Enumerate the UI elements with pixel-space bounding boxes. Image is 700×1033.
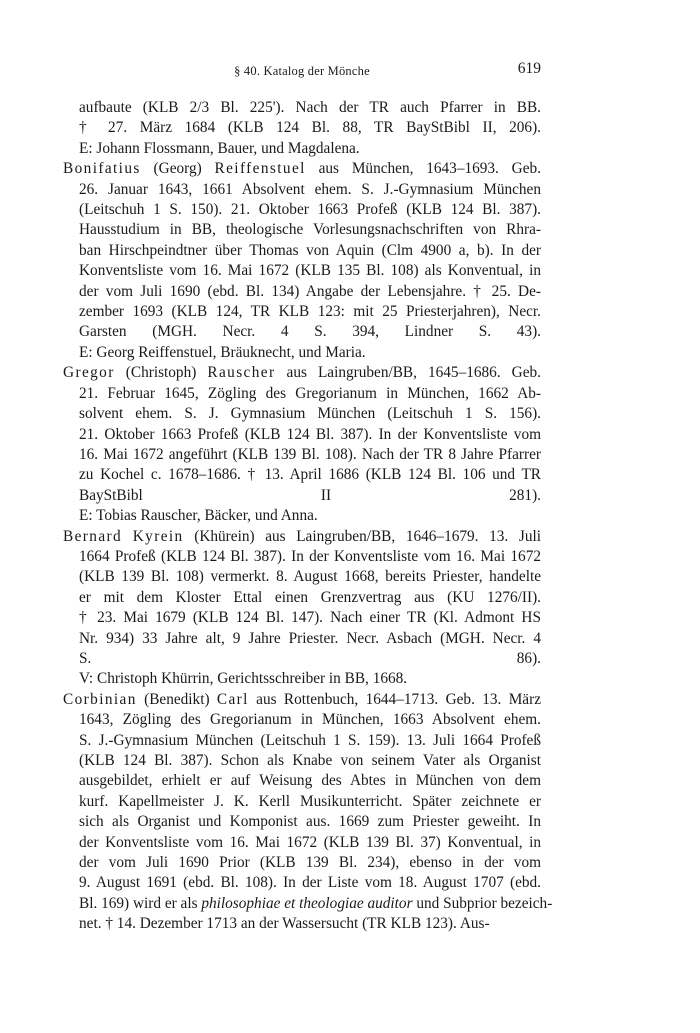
name-spaced: Rauscher	[207, 364, 276, 382]
text-line	[63, 322, 541, 342]
text-segment: 21. Februar 1645, Zögling des Gregorianum in München, 1662 Ab-	[79, 384, 541, 402]
catalog-entry	[63, 98, 541, 159]
text-line	[63, 731, 541, 751]
text-line	[63, 139, 541, 159]
text-segment: S. 86).	[79, 649, 541, 667]
text-line	[63, 384, 541, 404]
text-line	[63, 180, 541, 200]
text-segment: ausgebildet, erhielt er auf Weisung des Abtes in München von dem	[79, 772, 541, 790]
name-spaced: Corbinian	[63, 690, 137, 708]
text-segment: BayStBibl II 281).	[79, 486, 541, 504]
running-title: § 40. Katalog der Mönche	[234, 64, 370, 78]
text-line	[63, 506, 541, 526]
text-line	[63, 302, 541, 322]
text-line	[63, 833, 541, 853]
text-segment: der vom Juli 1690 Prior (KLB 139 Bl. 234), ebenso in der vom	[79, 854, 541, 872]
text-segment: aus Laingruben/BB, 1645–1686. Geb.	[275, 364, 541, 382]
text-line	[63, 425, 541, 445]
text-segment: net. † 14. Dezember 1713 an der Wassersucht (TR KLB 123). Aus-	[79, 915, 490, 933]
text-line	[63, 343, 541, 363]
name-spaced: Gregor	[63, 364, 115, 382]
text-segment: ban Hirschpeindtner über Thomas von Aquin (Clm 4900 a, b). In der	[79, 241, 541, 259]
text-line	[63, 261, 541, 281]
text-line	[63, 527, 541, 547]
name-spaced: Carl	[216, 690, 249, 708]
text-line	[63, 220, 541, 240]
text-line	[63, 445, 541, 465]
text-line	[63, 873, 541, 893]
text-segment: E: Johann Flossmann, Bauer, und Magdalena.	[79, 139, 360, 157]
text-segment: E: Tobias Rauscher, Bäcker, und Anna.	[79, 507, 318, 525]
text-segment: aus München, 1643–1693. Geb.	[305, 160, 541, 178]
italic-phrase: philosophiae et theologiae auditor	[201, 894, 413, 912]
name-spaced: Bonifatius	[63, 160, 141, 178]
name-spaced: Reiffenstuel	[214, 160, 306, 178]
text-line	[63, 486, 541, 506]
text-segment: 1664 Profeß (KLB 124 Bl. 387). In der Konventsliste vom 16. Mai 1672	[79, 547, 541, 565]
text-segment: aus Rottenbuch, 1644–1713. Geb. 13. März	[248, 690, 541, 708]
text-segment: 16. Mai 1672 angeführt (KLB 139 Bl. 108). Nach der TR 8 Jahre Pfarrer	[79, 445, 541, 463]
text-line	[63, 853, 541, 873]
page-number: 619	[517, 60, 541, 77]
catalog-entry	[63, 527, 541, 690]
text-segment: † 27. März 1684 (KLB 124 Bl. 88, TR BayStBibl II, 206).	[79, 119, 541, 137]
text-segment: Hausstudium in BB, theologische Vorlesungsnachschriften von Rhra-	[79, 221, 541, 239]
text-segment: kurf. Kapellmeister J. K. Kerll Musikunterricht. Später zeichnete er	[79, 792, 541, 810]
text-line	[63, 710, 541, 730]
text-segment: Konventsliste vom 16. Mai 1672 (KLB 135 Bl. 108) als Konventual, in	[79, 262, 541, 280]
text-line	[63, 404, 541, 424]
text-line	[63, 200, 541, 220]
text-line	[63, 669, 541, 689]
text-line	[63, 465, 541, 485]
text-line	[63, 118, 541, 138]
running-header	[63, 60, 541, 82]
text-segment: S. J.-Gymnasium München (Leitschuh 1 S. 159). 13. Juli 1664 Profeß	[79, 731, 541, 749]
text-segment: aufbaute (KLB 2/3 Bl. 225'). Nach der TR auch Pfarrer in BB.	[79, 99, 541, 116]
text-segment: (Christoph)	[114, 364, 208, 382]
text-segment: (Leitschuh 1 S. 150). 21. Oktober 1663 Profeß (KLB 124 Bl. 387).	[79, 201, 541, 219]
text-segment: 21. Oktober 1663 Profeß (KLB 124 Bl. 387). In der Konventsliste vom	[79, 425, 541, 443]
text-line	[63, 792, 541, 812]
text-line	[63, 588, 541, 608]
catalog-entry	[63, 159, 541, 363]
text-segment: (KLB 124 Bl. 387). Schon als Knabe von seinem Vater als Organist	[79, 752, 541, 769]
text-segment: 9. August 1691 (ebd. Bl. 108). In der Liste vom 18. August 1707 (ebd.	[79, 874, 541, 892]
text-segment: zember 1693 (KLB 124, TR KLB 123: mit 25 Priesterjahren), Necr.	[79, 303, 541, 321]
text-segment: Nr. 934) 33 Jahre alt, 9 Jahre Priester. Necr. Asbach (MGH. Necr. 4	[79, 629, 541, 647]
text-line	[63, 159, 541, 179]
text-line	[63, 241, 541, 261]
text-segment: (Georg)	[140, 160, 215, 178]
text-line	[63, 751, 541, 771]
text-line	[63, 547, 541, 567]
text-line	[63, 812, 541, 832]
text-segment: E: Georg Reiffenstuel, Bräuknecht, und Maria.	[79, 343, 366, 361]
text-segment: V: Christoph Khürrin, Gerichtsschreiber in BB, 1668.	[79, 670, 408, 688]
text-segment: der vom Juli 1690 (ebd. Bl. 134) Angabe der Lebensjahre. † 25. De-	[79, 282, 541, 300]
catalog-text	[63, 98, 553, 935]
text-line	[63, 98, 541, 118]
text-segment: (Benedikt)	[136, 690, 217, 708]
text-segment: Garsten (MGH. Necr. 4 S. 394, Lindner S. 43).	[79, 323, 541, 341]
catalog-entry	[63, 363, 541, 526]
text-line	[63, 282, 541, 302]
text-line	[63, 629, 541, 649]
text-segment: Bl. 169) wird er als	[79, 894, 202, 912]
text-line	[63, 608, 541, 628]
name-spaced: Kyrein	[132, 527, 184, 545]
text-segment: der Konventsliste vom 16. Mai 1672 (KLB 139 Bl. 37) Konventual, in	[79, 833, 541, 851]
text-segment: 1643, Zögling des Gregorianum in München, 1663 Absolvent ehem.	[79, 711, 541, 729]
text-line	[63, 914, 541, 934]
text-segment: solvent ehem. S. J. Gymnasium München (Leitschuh 1 S. 156).	[79, 405, 541, 423]
text-segment: † 23. Mai 1679 (KLB 124 Bl. 147). Nach einer TR (Kl. Admont HS	[79, 609, 541, 627]
name-spaced: Bernard	[63, 527, 123, 545]
text-segment: er mit dem Kloster Ettal einen Grenzvertrag aus (KU 1276/II).	[79, 588, 541, 606]
text-segment: sich als Organist und Komponist aus. 1669 zum Priester geweiht. In	[79, 813, 541, 831]
text-line	[63, 690, 541, 710]
text-segment: zu Kochel c. 1678–1686. † 13. April 1686 (KLB 124 Bl. 106 und TR	[79, 466, 541, 484]
text-line	[63, 771, 541, 791]
text-line	[63, 894, 553, 914]
text-line	[63, 363, 541, 383]
text-line	[63, 649, 541, 669]
text-segment: und Subprior bezeich-	[412, 894, 553, 912]
text-segment: 26. Januar 1643, 1661 Absolvent ehem. S. J.-Gymnasium München	[79, 180, 541, 198]
text-line	[63, 567, 541, 587]
text-segment: (KLB 139 Bl. 108) vermerkt. 8. August 1668, bereits Priester, handelte	[79, 568, 541, 586]
text-segment: (Khürein) aus Laingruben/BB, 1646–1679. 13. Juli	[183, 527, 541, 545]
catalog-entry	[63, 690, 553, 935]
text-segment	[122, 528, 133, 545]
